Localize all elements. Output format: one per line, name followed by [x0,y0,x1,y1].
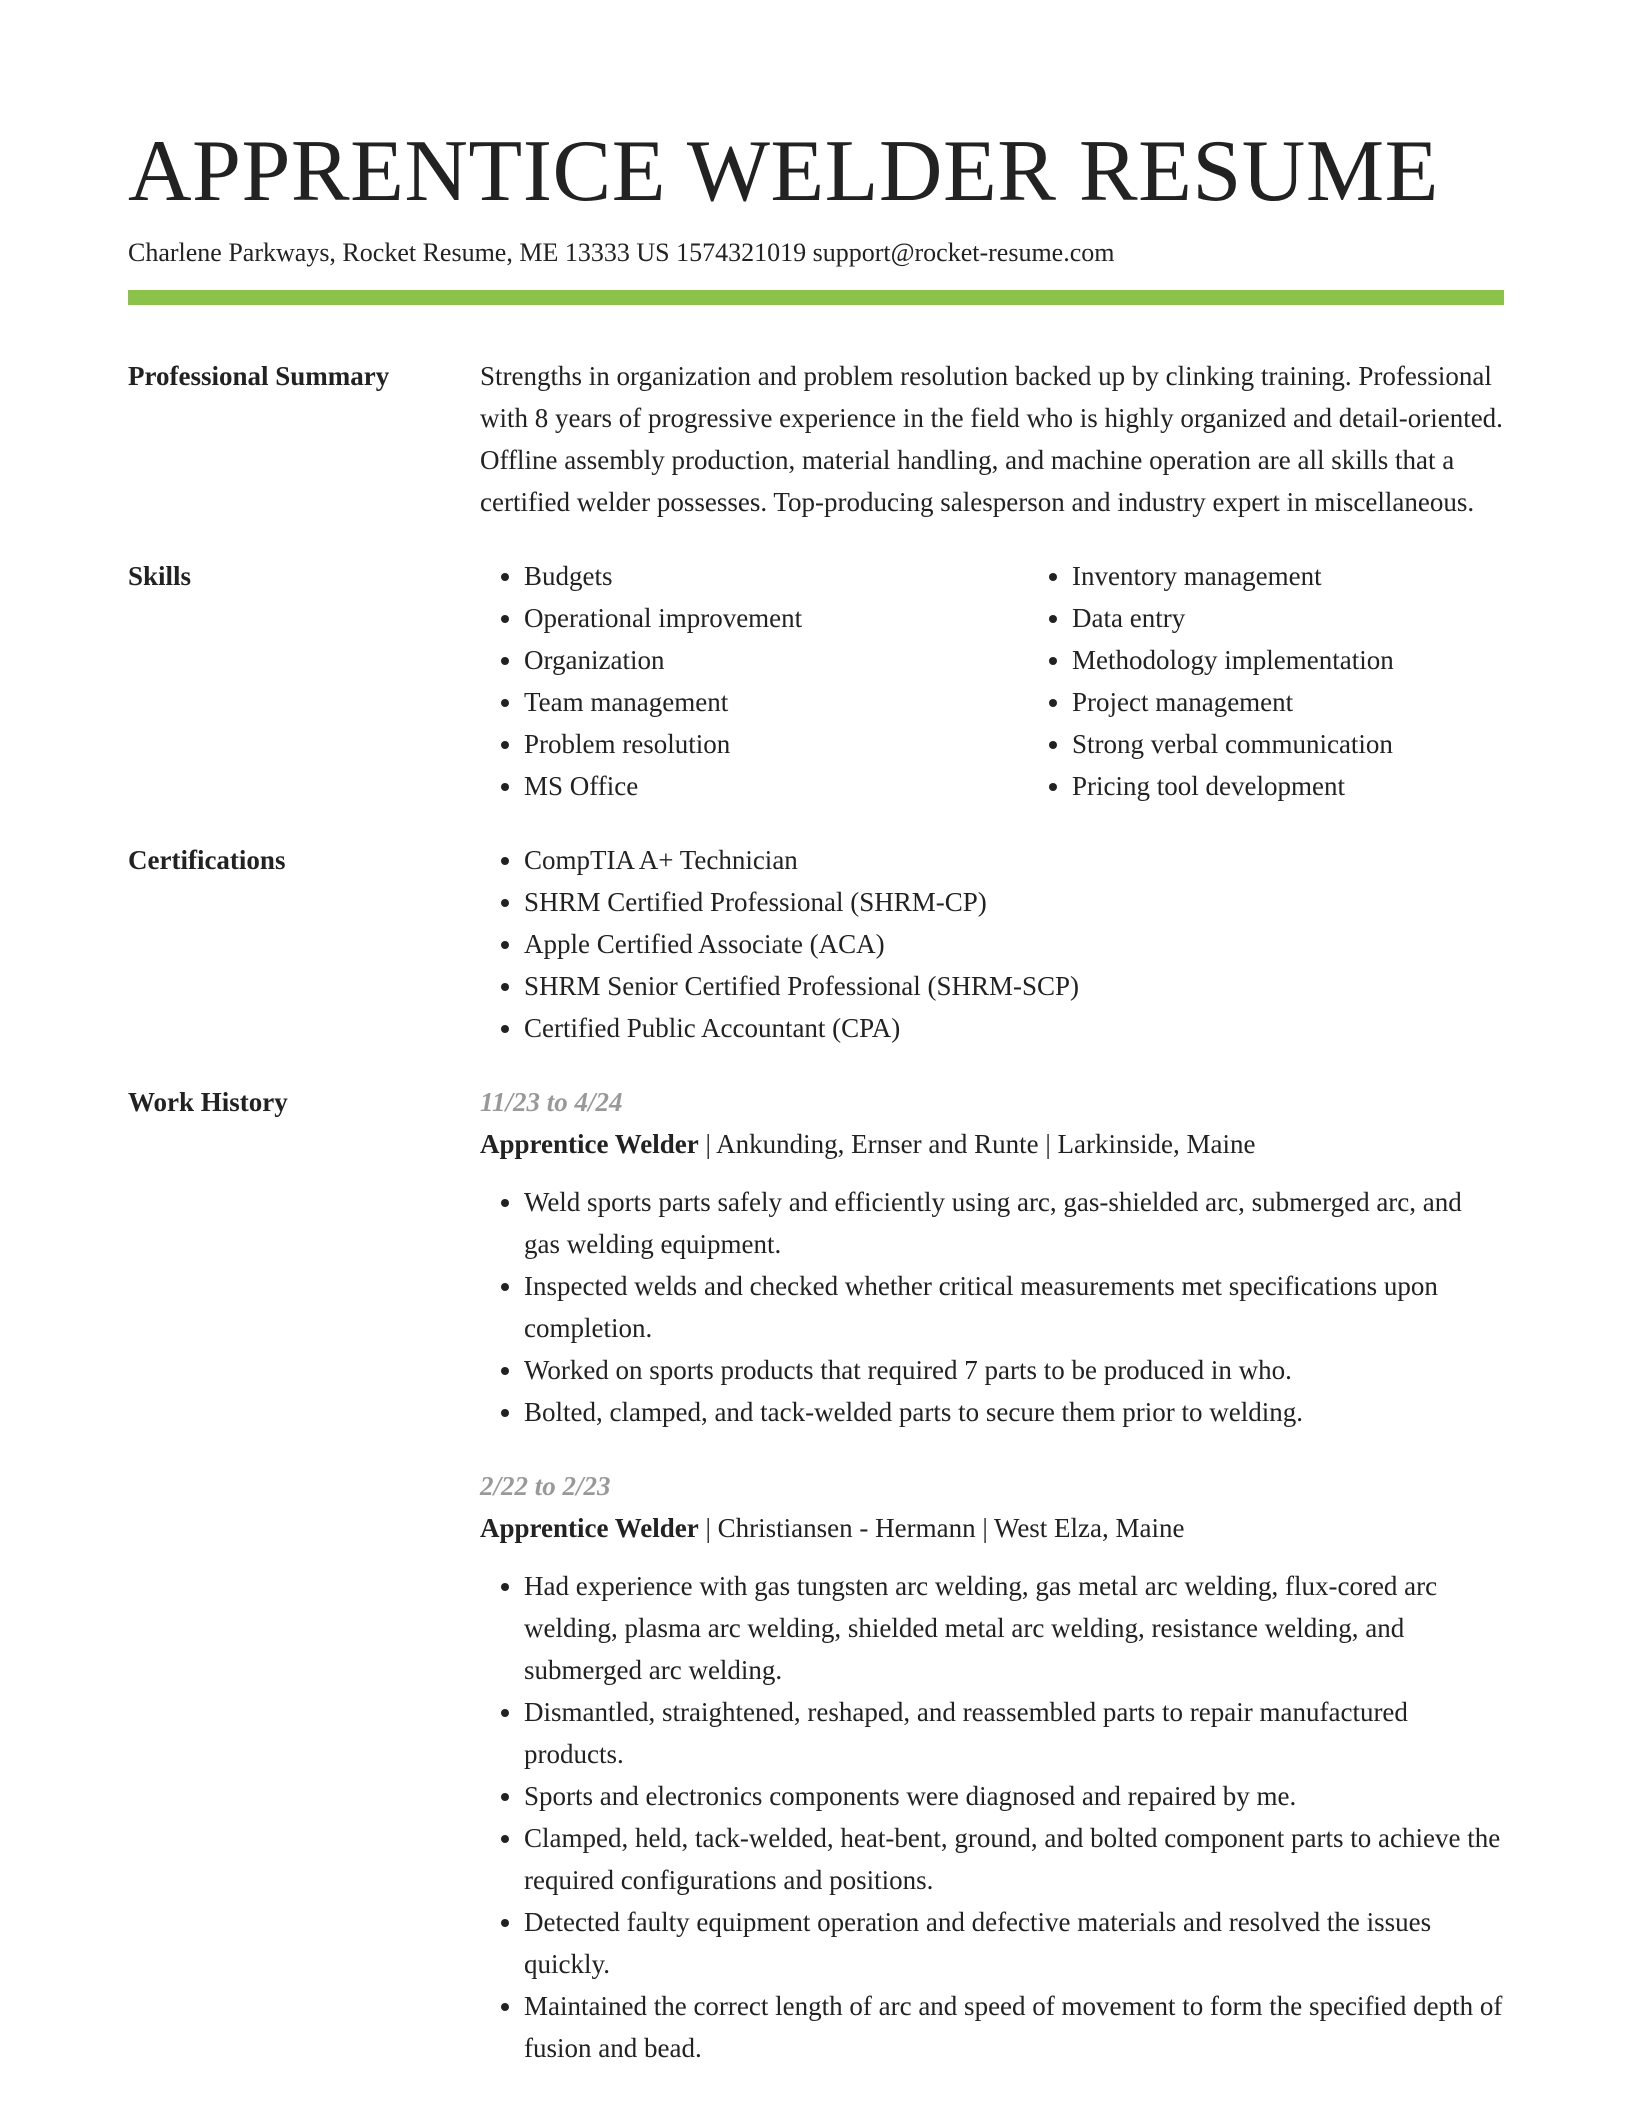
job-bullet: • Inspected welds and checked whether critical measurements met specifications upon completion. [524,1265,1504,1349]
job-bullet: • Had experience with gas tungsten arc welding, gas metal arc welding, flux-cored arc welding, plasma arc welding, shielded metal arc welding, resistance welding, and submerged arc welding. [524,1565,1504,1691]
resume-page [128,122,1504,2069]
job-dates: 11/23 to 4/24 [480,1087,623,1117]
certification-item: • Apple Certified Associate (ACA) [524,923,1504,965]
job-bullet: • Dismantled, straightened, reshaped, and reassembled parts to repair manufactured products. [524,1691,1504,1775]
job-bullet: • Detected faulty equipment operation and defective materials and resolved the issues quickly. [524,1901,1504,1985]
skill-item: • MS Office [524,765,1028,807]
skill-item: • Problem resolution [524,723,1028,765]
job-bullet: • Worked on sports products that required 7 parts to be produced in who. [524,1349,1504,1391]
certification-item: • CompTIA A+ Technician [524,839,1504,881]
skill-item: • Methodology implementation [1072,639,1576,681]
job-entry [480,1081,1504,1433]
certifications-section [128,839,1504,1049]
skills-section [128,555,1504,807]
job-bullet: • Maintained the correct length of arc and speed of movement to form the specified depth of fusion and bead. [524,1985,1504,2069]
skills-list-right [1028,555,1576,807]
accent-divider [128,290,1504,305]
skill-item: • Pricing tool development [1072,765,1576,807]
job-role: Apprentice Welder [480,1513,699,1543]
contact-line: Charlene Parkways, Rocket Resume, ME 13333 US 1574321019 support@rocket-resume.com [128,238,1115,267]
work-history-body [480,1081,1504,2069]
job-title-line [480,1123,1504,1165]
skills-columns [480,555,1576,807]
job-bullet: • Weld sports parts safely and efficiently using arc, gas-shielded arc, submerged arc, and gas welding equipment. [524,1181,1504,1265]
job-title-line [480,1507,1504,1549]
job-dates: 2/22 to 2/23 [480,1471,611,1501]
certifications-heading: Certifications [128,845,286,875]
skill-item: • Data entry [1072,597,1576,639]
certifications-list [480,839,1504,1049]
skill-item: • Operational improvement [524,597,1028,639]
skill-item: • Organization [524,639,1028,681]
work-history-heading: Work History [128,1087,288,1117]
summary-section [128,355,1504,523]
summary-heading: Professional Summary [128,361,390,391]
page-title: APPRENTICE WELDER RESUME [128,123,1439,220]
job-bullet: • Bolted, clamped, and tack-welded parts to secure them prior to welding. [524,1391,1504,1433]
job-details: | Christiansen - Hermann | West Elza, Maine [698,1513,1185,1543]
job-bullets [480,1565,1504,2069]
skill-item: • Project management [1072,681,1576,723]
job-role: Apprentice Welder [480,1129,699,1159]
skills-list-left [480,555,1028,807]
job-details: | Ankunding, Ernser and Runte | Larkinside, Maine [698,1129,1256,1159]
job-bullet: • Clamped, held, tack-welded, heat-bent, ground, and bolted component parts to achieve the required configurations and positions. [524,1817,1504,1901]
job-entry [480,1465,1504,2069]
certification-item: • Certified Public Accountant (CPA) [524,1007,1504,1049]
job-bullet: • Sports and electronics components were diagnosed and repaired by me. [524,1775,1504,1817]
skills-heading: Skills [128,561,192,591]
skill-item: • Strong verbal communication [1072,723,1576,765]
skill-item: • Budgets [524,555,1028,597]
certification-item: • SHRM Certified Professional (SHRM-CP) [524,881,1504,923]
job-bullets [480,1181,1504,1433]
work-history-section [128,1081,1504,2069]
skill-item: • Team management [524,681,1028,723]
summary-text: Strengths in organization and problem resolution backed up by clinking training. Professional with 8 years of progressive experience in the field who is highly organized and detail-oriented. Offline assembly production, material handling, and machine operation are all skills that a certified welder possesses. Top-producing salesperson and industry expert in miscellaneous. [480,361,1503,517]
skill-item: • Inventory management [1072,555,1576,597]
certification-item: • SHRM Senior Certified Professional (SHRM-SCP) [524,965,1504,1007]
certifications-body [480,839,1504,1049]
